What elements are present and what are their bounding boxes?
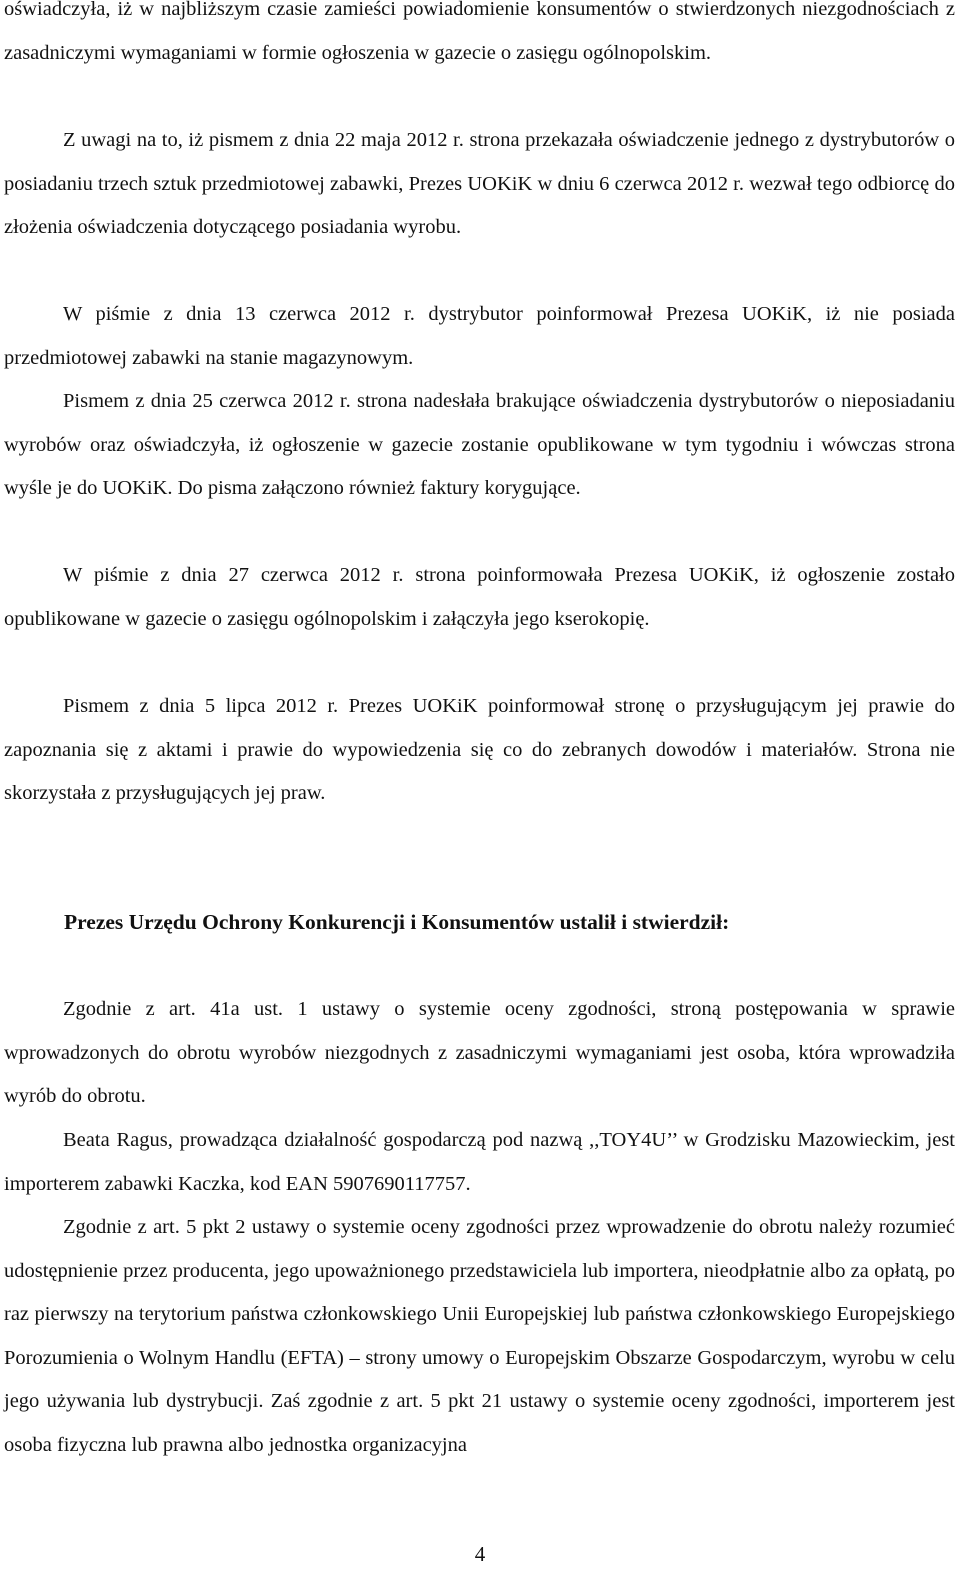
- paragraph-letter-27-june: W piśmie z dnia 27 czerwca 2012 r. strona poinformowała Prezesa UOKiK, iż ogłoszenie zostało opublikowane w gazecie o zasięgu ogólnopolskim i załączyła jego kserokopię.: [4, 564, 955, 630]
- paragraph-letter-25-june: Pismem z dnia 25 czerwca 2012 r. strona nadesłała brakujące oświadczenia dystrybutorów o nieposiadaniu wyrobów oraz oświadczyła, iż ogłoszenie w gazecie zostanie opublikowane w tym tygodniu i wówczas strona wyśle je do UOKiK. Do pisma załączono również faktury korygujące.: [4, 390, 955, 500]
- paragraph-letter-13-june: W piśmie z dnia 13 czerwca 2012 r. dystrybutor poinformował Prezesa UOKiK, iż nie posiada przedmiotowej zabawki na stanie magazynowym.: [4, 303, 955, 369]
- paragraph-continuation: oświadczyła, iż w najbliższym czasie zamieści powiadomienie konsumentów o stwierdzonych niezgodnościach z zasadniczymi wymaganiami w formie ogłoszenia w gazecie o zasięgu ogólnopolskim.: [4, 0, 955, 64]
- paragraph-statement-22-may: Z uwagi na to, iż pismem z dnia 22 maja 2012 r. strona przekazała oświadczenie jednego z dystrybutorów o posiadaniu trzech sztuk przedmiotowej zabawki, Prezes UOKiK w dniu 6 czerwca 2012 r. wezwał tego odbiorcę do złożenia oświadczenia dotyczącego posiadania wyrobu.: [4, 129, 955, 239]
- paragraph-art-41a: Zgodnie z art. 41a ust. 1 ustawy o systemie oceny zgodności, stroną postępowania w sprawie wprowadzonych do obrotu wyrobów niezgodnych z zasadniczymi wymaganiami jest osoba, która wprowadziła wyrób do obrotu.: [4, 998, 955, 1108]
- paragraph-art-5: Zgodnie z art. 5 pkt 2 ustawy o systemie oceny zgodności przez wprowadzenie do obrotu należy rozumieć udostępnienie przez producenta, jego upoważnionego przedstawiciela lub importera, nieodpłatnie albo za opłatą, po raz pierwszy na terytorium państwa członkowskiego Unii Europejskiej lub państwa członkowskiego Europejskiego Porozumienia o Wolnym Handlu (EFTA) – strony umowy o Europejskim Obszarze Gospodarczym, wyrobu w celu jego używania lub dystrybucji. Zaś zgodnie z art. 5 pkt 21 ustawy o systemie oceny zgodności, importerem jest osoba fizyczna lub prawna albo jednostka organizacyjna: [4, 1216, 955, 1456]
- page-number: 4: [474, 1542, 486, 1566]
- paragraph-letter-5-july: Pismem z dnia 5 lipca 2012 r. Prezes UOKiK poinformował stronę o przysługującym jej prawie do zapoznania się z aktami i prawie do wypowiedzenia się co do zebranych dowodów i materiałów. Strona nie skorzystała z przysługujących jej praw.: [4, 695, 955, 805]
- section-heading: Prezes Urzędu Ochrony Konkurencji i Konsumentów ustalił i stwierdził:: [64, 910, 730, 934]
- paragraph-importer: Beata Ragus, prowadząca działalność gospodarczą pod nazwą ,,TOY4U’’ w Grodzisku Mazowieckim, jest importerem zabawki Kaczka, kod EAN 5907690117757.: [4, 1129, 955, 1195]
